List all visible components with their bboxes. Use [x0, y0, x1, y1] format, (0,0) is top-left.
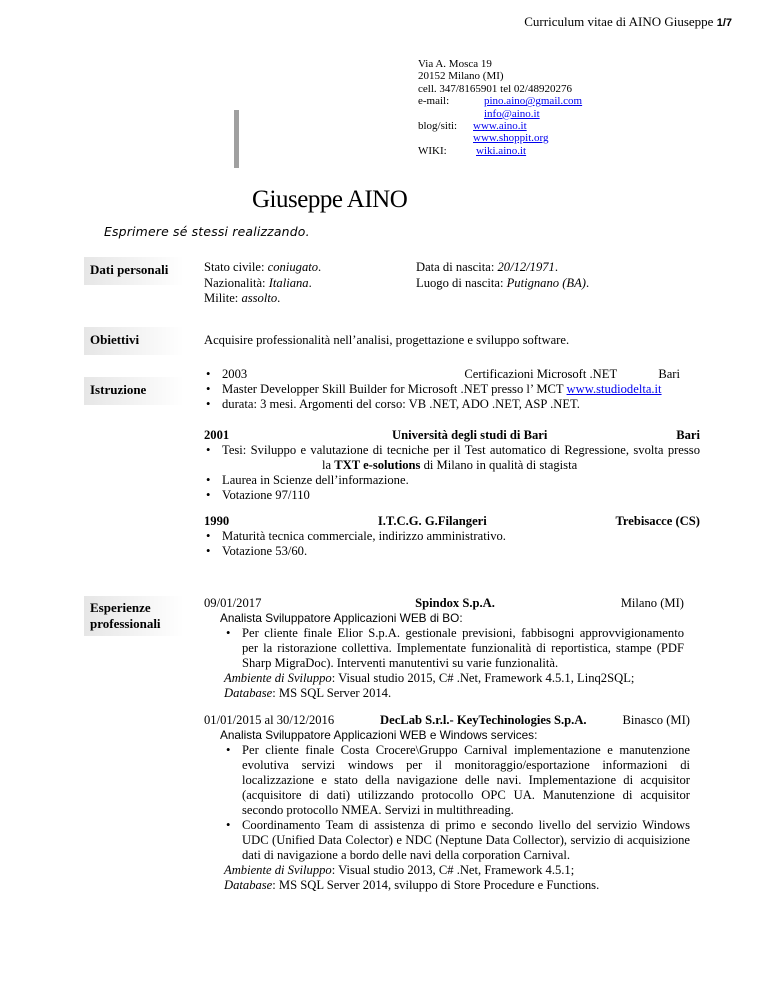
job-description-2: • Coordinamento Team di assistenza di primo e secondo livello del servizio Windows UDC (Unified Data Colector) e NDC (Neptune Data Collector), servizio di acquisizione dati di navigazione a bordo delle navi della corporation Carnival.	[224, 818, 690, 863]
env-text: : Visual studio 2013, C# .Net, Framework 4.5.1;	[331, 863, 575, 877]
edu-degree: • Laurea in Scienze dell’informazione.	[204, 473, 700, 488]
birth-label: Data di nascita:	[416, 260, 498, 274]
contact-block	[418, 58, 582, 157]
motto: Esprimere sé stessi realizzando.	[104, 224, 310, 239]
military-status: assolto	[241, 291, 278, 305]
db-label: Database	[224, 686, 273, 700]
job-description-1: • Per cliente finale Costa Crocere\Gruppo Carnival implementazione e manutenzione evolutiva servizi windows per il monitoraggio/esportazione informazioni di localizzazione e stato della navigazione delle navi. Implementazione di acquisitor (acquisitore di dati) utilizzando protocollo OPC UA. Manutenzione di acquisitor secondo protocollo NMEA. Servizi in multithreading.	[224, 743, 690, 818]
edu-title: Certificazioni Microsoft .NET	[464, 367, 618, 381]
site-link-1[interactable]: www.aino.it	[473, 120, 527, 133]
job-date: 01/01/2015 al 30/12/2016	[204, 713, 335, 727]
section-title-objectives: Obiettivi	[84, 327, 184, 355]
job-description: • Per cliente finale Elior S.p.A. gestionale previsioni, fabbisogni approvvigionamento per la ristorazione collettiva. Implementate funzionalità di reportistica, stampe (PDF Sharp MigraDoc). Interventi manutentivi su varie funzionalità.	[224, 626, 684, 671]
edu-master: Master Developper Skill Builder for Microsoft .NET presso l’ MCT	[222, 382, 567, 396]
edu-grade: • Votazione 97/110	[204, 488, 700, 503]
studiodelta-link[interactable]: www.studiodelta.it	[566, 382, 662, 396]
job-date: 09/01/2017	[204, 596, 262, 610]
edu-diploma: • Maturità tecnica commerciale, indirizzo amministrativo.	[204, 529, 700, 544]
phone-numbers: cell. 347/8165901 tel 02/48920276	[418, 82, 572, 95]
thesis-company: TXT e-solutions	[334, 458, 421, 472]
page-header	[524, 14, 732, 30]
job-spindox	[204, 596, 684, 701]
job-company: DecLab S.r.l.- KeyTechinologies S.p.A.	[380, 713, 587, 727]
civil-label: Stato civile:	[204, 260, 268, 274]
wiki-label: WIKI:	[418, 144, 447, 157]
env-text: : Visual studio 2015, C# .Net, Framework 4.5.1, Linq2SQL;	[331, 671, 635, 685]
decorative-bar	[234, 110, 239, 168]
objectives-text: Acquisire professionalità nell’analisi, progettazione e sviluppo software.	[204, 333, 570, 347]
nationality-label: Nazionalità:	[204, 275, 269, 290]
section-title-experience	[84, 596, 184, 636]
edu-place: Bari	[676, 428, 700, 442]
section-title-education: Istruzione	[84, 377, 184, 405]
edu-duration: • durata: 3 mesi. Argomenti del corso: VB .NET, ADO .NET, ASP .NET.	[204, 397, 700, 412]
page-number: 1/7	[716, 17, 732, 29]
job-role: Analista Sviluppatore Applicazioni WEB di BO:	[220, 611, 463, 625]
header-title: Curriculum vitae di AINO Giuseppe	[524, 14, 714, 29]
birthplace-label: Luogo di nascita:	[416, 275, 507, 290]
thesis-role: di Milano in qualità di stagista	[420, 458, 578, 472]
edu-year: • 2003	[222, 367, 248, 381]
job-place: Milano (MI)	[620, 596, 684, 610]
edu-place: Bari	[658, 367, 680, 381]
db-text: : MS SQL Server 2014, sviluppo di Store Procedure e Functions.	[272, 878, 600, 892]
military-label: Milite:	[204, 291, 242, 305]
nationality: Italiana	[268, 275, 309, 290]
personal-right: Data di nascita: 20/12/1971. Luogo di nascita: Putignano (BA).	[416, 260, 590, 290]
edu-year: 1990	[204, 514, 230, 528]
birthplace: Putignano (BA)	[506, 275, 586, 290]
job-company: Spindox S.p.A.	[415, 596, 495, 610]
birth-date: 20/12/1971	[497, 260, 555, 274]
experience-title-line2: professionali	[90, 616, 161, 631]
personal-left: Stato civile: coniugato. Nazionalità: Italiana. Milite: assolto.	[204, 260, 322, 305]
thesis-la: la	[322, 458, 335, 472]
education-entry-1990	[204, 514, 700, 559]
edu-grade: • Votazione 53/60.	[204, 544, 700, 559]
education-entry-2001	[204, 428, 700, 503]
experience-title-line1: Esperienze	[90, 600, 151, 615]
person-name: Giuseppe AINO	[252, 186, 408, 213]
db-text: : MS SQL Server 2014.	[272, 686, 392, 700]
education-entry-2003	[204, 367, 700, 412]
job-place: Binasco (MI)	[622, 713, 690, 727]
edu-title: Università degli studi di Bari	[392, 428, 548, 442]
wiki-link[interactable]: wiki.aino.it	[476, 144, 527, 157]
job-declab	[204, 713, 690, 893]
email-link-1[interactable]: pino.aino@gmail.com	[484, 95, 583, 108]
site-link-2[interactable]: www.shoppit.org	[473, 132, 549, 145]
address-line-2: 20152 Milano (MI)	[418, 70, 504, 83]
civil-status: coniugato	[267, 260, 319, 274]
env-label: Ambiente di Sviluppo	[224, 671, 332, 685]
address-line-1: Via A. Mosca 19	[418, 58, 492, 70]
edu-title: I.T.C.G. G.Filangeri	[377, 514, 487, 528]
blog-label: blog/siti:	[418, 120, 458, 133]
edu-place: Trebisacce (CS)	[615, 514, 700, 528]
edu-thesis: Tesi: Sviluppo e valutazione di tecniche per il Test automatico di Regressione, svolta presso	[222, 443, 700, 457]
section-title-personal: Dati personali	[84, 257, 184, 285]
job-role: Analista Sviluppatore Applicazioni WEB e Windows services:	[220, 728, 538, 742]
db-label: Database	[224, 878, 273, 892]
email-link-2[interactable]: info@aino.it	[484, 107, 540, 120]
env-label: Ambiente di Sviluppo	[224, 863, 332, 877]
edu-year: 2001	[204, 428, 230, 442]
email-label: e-mail:	[418, 95, 450, 108]
